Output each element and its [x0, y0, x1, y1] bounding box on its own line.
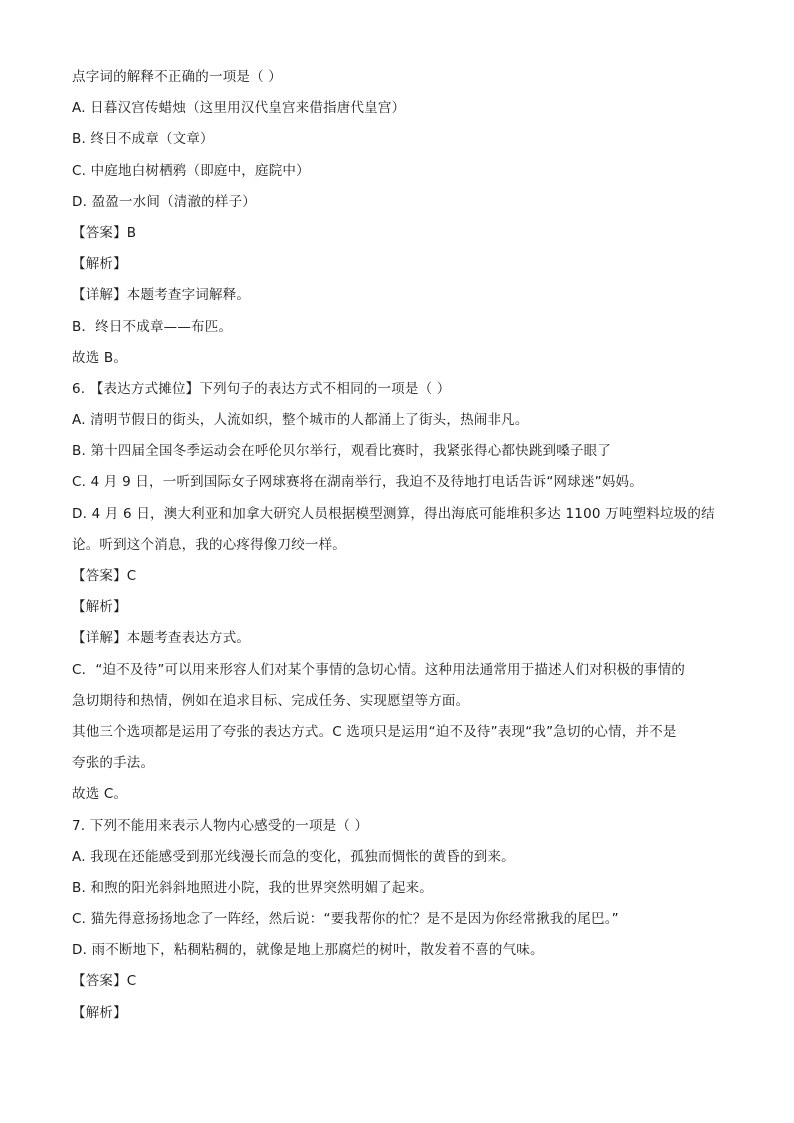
question-6-option-b: B. 第十四届全国冬季运动会在呼伦贝尔举行，观看比赛时，我紧张得心都快跳到嗓子眼了	[72, 443, 612, 460]
question-7-option-b: B. 和煦的阳光斜斜地照进小院，我的世界突然明媚了起来。	[72, 879, 433, 896]
question-5-option-d: D. 盈盈一水间（清澈的样子）	[72, 193, 256, 210]
question-6-answer: 【答案】C	[72, 568, 137, 584]
question-5-analysis-heading: 【解析】	[72, 256, 127, 273]
question-7-option-d: D. 雨不断地下，粘稠粘稠的，就像是地上那腐烂的树叶，散发着不喜的气味。	[72, 942, 544, 959]
question-6-detail-others: 其他三个选项都是运用了夸张的表达方式。C 选项只是运用“迫不及待”表现“我”急切的心情，并不是	[72, 723, 677, 740]
question-5-detail-b: B．终日不成章——布匹。	[72, 318, 233, 335]
question-6-stem: 6. 【表达方式摊位】下列句子的表达方式不相同的一项是（ ）	[72, 380, 451, 397]
question-5-option-a: A. 日暮汉宫传蜡烛（这里用汉代皇宫来借指唐代皇宫）	[72, 100, 406, 117]
question-7-stem: 7. 下列不能用来表示人物内心感受的一项是（ ）	[72, 817, 369, 834]
question-6-analysis-heading: 【解析】	[72, 599, 127, 616]
question-6-detail-others-cont: 夸张的手法。	[72, 755, 155, 772]
question-5-detail: 【详解】本题考查字词解释。	[72, 287, 251, 304]
question-6-option-d-cont: 论。听到这个消息，我的心疼得像刀绞一样。	[72, 536, 346, 553]
question-6-detail: 【详解】本题考查表达方式。	[72, 630, 251, 647]
question-5-conclusion: 故选 B。	[72, 349, 128, 366]
question-6-option-c: C. 4 月 9 日，一听到国际女子网球赛将在湖南举行，我迫不及待地打电话告诉“网球迷”妈妈。	[72, 474, 643, 491]
question-6-detail-c-cont: 急切期待和热情，例如在追求目标、完成任务、实现愿望等方面。	[72, 692, 470, 709]
question-5-option-c: C. 中庭地白树栖鸦（即庭中，庭院中）	[72, 162, 310, 179]
question-5-answer: 【答案】B	[72, 224, 137, 241]
document-page	[72, 62, 732, 1029]
question-6-option-d: D. 4 月 6 日，澳大利亚和加拿大研究人员根据模型测算，得出海底可能堆积多达 1100 万吨塑料垃圾的结	[72, 505, 715, 522]
question-5-option-b: B. 终日不成章（文章）	[72, 131, 214, 148]
question-7-analysis-heading: 【解析】	[72, 1004, 127, 1021]
question-5-stem-tail: 点字词的解释不正确的一项是（ ）	[72, 69, 282, 85]
question-6-option-a: A. 清明节假日的街头，人流如织，整个城市的人都涌上了街头，热闹非凡。	[72, 412, 529, 429]
question-7-option-a: A. 我现在还能感受到那光线漫长而急的变化，孤独而惆怅的黄昏的到来。	[72, 848, 515, 865]
question-6-conclusion: 故选 C。	[72, 786, 128, 803]
question-6-detail-c: C．“迫不及待”可以用来形容人们对某个事情的急切心情。这种用法通常用于描述人们对积极的事情的	[72, 661, 686, 678]
question-7-answer: 【答案】C	[72, 973, 137, 990]
question-7-option-c: C. 猫先得意扬扬地念了一阵经，然后说：“要我帮你的忙？是不是因为你经常揪我的尾巴。”	[72, 911, 619, 928]
